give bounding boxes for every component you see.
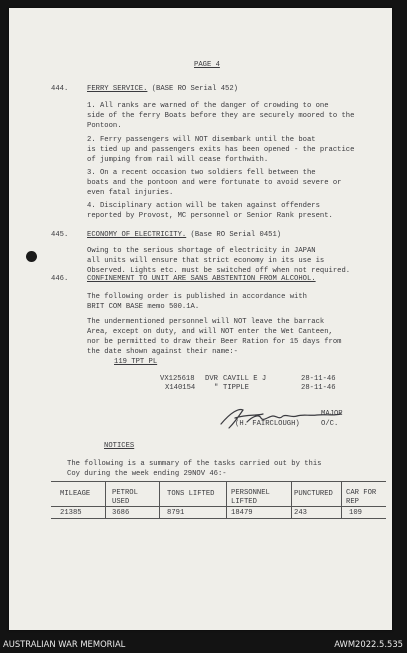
binder-punch-hole <box>26 251 37 262</box>
item-446-para-1: The following order is published in accordance with BRIT COM BASE memo 500.1A. <box>87 293 307 311</box>
table-header: PERSONNEL LIFTED <box>231 489 270 506</box>
table-header: CAR FOR REP <box>346 489 377 506</box>
table-header: PUNCTURED <box>294 490 333 498</box>
table-header: MILEAGE <box>60 490 91 498</box>
table-cell: 18479 <box>231 509 253 517</box>
item-445-para-1: Owing to the serious shortage of electricity in JAPAN all units will ensure that strict economy in its use is Observed. Lights etc. must be switched off when not required. <box>87 247 351 275</box>
table-header: PETROL USED <box>112 489 138 506</box>
item-444-para-2: 2. Ferry passengers will NOT disembark until the boat is tied up and passengers exits has been opened - the practice of jumping from rail will cease forthwith. <box>87 136 355 164</box>
item-445-heading: ECONOMY OF ELECTRICITY. (Base RO Serial 0451) <box>87 231 282 239</box>
item-444-para-1: 1. All ranks are warned of the danger of crowding to one side of the ferry Boats before they are securely moored to the Pontoon. <box>87 102 355 130</box>
signature-appointment: O/C. <box>321 420 339 428</box>
table-cell: 109 <box>349 509 362 517</box>
item-446-number: 446. <box>51 275 69 283</box>
table-cell: 8791 <box>167 509 185 517</box>
table-cell: 21385 <box>60 509 82 517</box>
signature-rank: MAJOR <box>321 410 343 418</box>
table-cell: 3686 <box>112 509 130 517</box>
table-header: TONS LIFTED <box>167 490 215 498</box>
signature-name: (H. FAIRCLOUGH) <box>235 420 300 428</box>
item-445-number: 445. <box>51 231 69 239</box>
table-cell: 243 <box>294 509 307 517</box>
document-page: PAGE 4 444. FERRY SERVICE. (BASE RO Serial 452) 1. All ranks are warned of the danger of crowding to one side of the ferry Boats before they are securely moored to the Pontoon. 2. Ferry passengers will NOT disembark until the boat is tied up and passengers exits has been opened - the practice of jumping from rail will cease forthwith. 3. On a recent occasion two soldiers fell between the boats and the pontoon and were fortunate to avoid severe or even fatal injuries. 4. Disciplinary action will be taken against offenders reported by Provost, MC personnel or Senior Rank present. 445. ECONOMY OF ELECTRICITY. (Base RO Serial 0451) Owing to the serious shortage of electricity in JAPAN all units will ensure that strict economy in its use is Observed. Lights etc. must be switched off when not required. 446. CONFINEMENT TO UNIT ARE SANS ABSTENTION FROM ALCOHOL. The following order is published in accordance with BRIT COM BASE memo 500.1A. The undermentioned personnel will NOT leave the barrack Area, except on duty, and will NOT enter the Wet Canteen, nor be permitted to draw their Beer Ration for 15 days from the date shown against their name:- 119 TPT PL VX125618 DVR CAVILL E J 28-11-46 X140154 " TIPPLE 28-11-46 MAJOR (H. FAIRCLOUGH) O/C. NOTICES The following is a summary of the tasks carried out by this Coy during the week ending 29NOV 46:- MILEAGE PETROL USED TONS LIFTED PERSONNEL LIFTED PUNCTURED CAR FOR REP 21385 3686 8791 18479 243 109 <box>9 8 392 630</box>
notices-title: NOTICES <box>104 442 135 450</box>
item-444-para-4: 4. Disciplinary action will be taken against offenders reported by Provost, MC personnel or Senior Rank present. <box>87 202 333 220</box>
page-number: PAGE 4 <box>194 61 220 69</box>
notices-intro: The following is a summary of the tasks carried out by this Coy during the week ending 29NOV 46:- <box>67 460 322 478</box>
item-444-para-3: 3. On a recent occasion two soldiers fell between the boats and the pontoon and were fortunate to avoid severe or even fatal injuries. <box>87 169 342 197</box>
unit-name: 119 TPT PL <box>114 358 158 366</box>
item-446-heading: CONFINEMENT TO UNIT ARE SANS ABSTENTION FROM ALCOHOL. <box>87 275 316 283</box>
item-446-para-2: The undermentioned personnel will NOT leave the barrack Area, except on duty, and will NOT enter the Wet Canteen, nor be permitted to draw their Beer Ration for 15 days from the date shown against their name:- <box>87 318 342 356</box>
footer-institution: AUSTRALIAN WAR MEMORIAL <box>3 639 126 649</box>
footer-catalogue-id: AWM2022.5.535 <box>334 639 403 649</box>
item-444-heading: FERRY SERVICE. (BASE RO Serial 452) <box>87 85 238 93</box>
item-444-number: 444. <box>51 85 69 93</box>
archive-footer <box>0 637 407 653</box>
